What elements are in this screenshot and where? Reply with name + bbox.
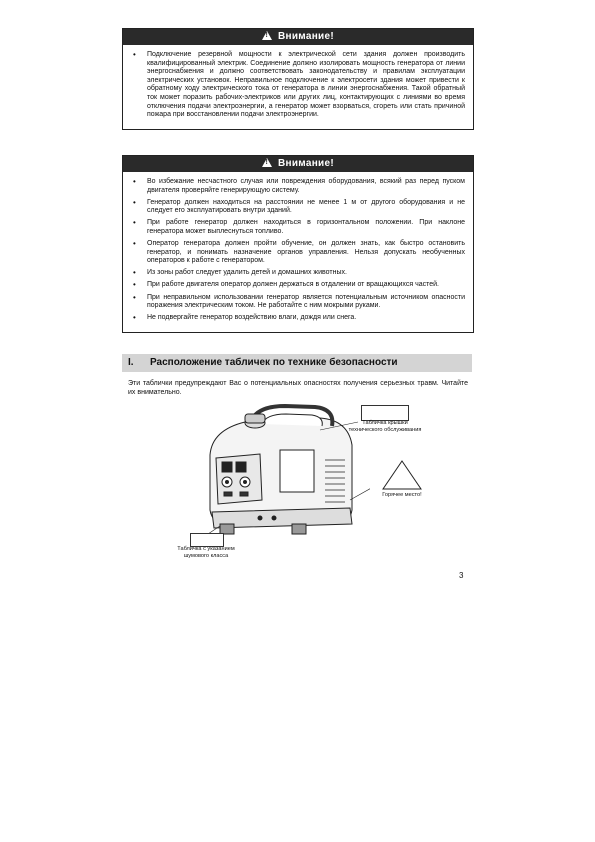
section-number: I. — [128, 357, 134, 368]
warning-header-2 — [123, 156, 473, 172]
hot-surface-caption: Горячее место! — [382, 492, 422, 498]
section-title: Расположение табличек по технике безопасности — [150, 357, 398, 368]
list-item: • При работе двигателя оператор должен держаться в отдалении от вращающихся частей. — [131, 281, 465, 290]
list-item: • Из зоны работ следует удалить детей и домашних животных. — [131, 269, 465, 278]
list-item: • Оператор генератора должен пройти обучение, он должен знать, как быстро остановить генератор, и понимать назначение органов управления. Нельзя допускать необученных операторов к работе с генератором. — [131, 240, 465, 266]
warning-box-1 — [122, 28, 474, 130]
warning-title-2: Внимание! — [277, 158, 334, 169]
list-item: • Генератор должен находиться на расстоянии не менее 1 м от другого оборудования и не следует его эксплуатировать внутри зданий. — [131, 199, 465, 216]
maintenance-label-caption — [343, 420, 427, 433]
page-number: 3 — [459, 571, 464, 580]
list-item: • Не подвергайте генератор воздействию влаги, дождя или снега. — [131, 314, 465, 323]
maintenance-label-box — [361, 405, 409, 421]
list-item: • При неправильном использовании генератор является потенциальным источником опасности поражения электрическим током. Не работайте с ним мокрыми руками. — [131, 294, 465, 311]
list-item: • Подключение резервной мощности к электрической сети здания должен производить квалифицированный электрик. Соединение должно изолировать мощность генератора от линии энергоснабжения и должно соответствовать законодательству и правилам эксплуатации электрических установок. Неправильное подключение к электросети здания может привести к обратному ходу электрического тока от генератора в линии энергоснабжения. Такой обратный ток может поразить рабочих-электриков или других лиц, контактирующих с линиями во время отключения подачи электроэнергии, а генератор может взорваться, сгореть или стать причиной пожара при восстановлении подачи электроэнергии. — [131, 51, 465, 120]
noise-caption-line-2: шумового класса — [183, 552, 229, 559]
warning-header-1 — [123, 29, 473, 45]
warning-title-1: Внимание! — [277, 31, 334, 42]
maintenance-caption-line-2: технического обслуживания — [348, 426, 422, 433]
warning-list-1 — [123, 45, 473, 129]
maintenance-caption-line-1: Табличка крышки — [362, 420, 408, 426]
noise-caption-line-1: Табличка с указанием — [177, 546, 235, 552]
section-heading — [122, 354, 472, 372]
warning-triangle-icon — [262, 31, 272, 40]
noise-label-caption — [170, 546, 242, 559]
intro-paragraph: Эти таблички предупреждают Вас о потенциальных опасностях получения серьезных травм. Читайте их внимательно. — [128, 380, 468, 396]
warning-list-2 — [123, 172, 473, 332]
list-item: • Во избежание несчастного случая или повреждения оборудования, всякий раз перед пуском двигателя проверяйте генерирующую систему. — [131, 178, 465, 195]
hot-surface-triangle-icon — [382, 460, 422, 490]
list-item: • При работе генератор должен находиться в горизонтальном положении. При наклоне генератора может выплеснуться топливо. — [131, 219, 465, 236]
noise-label-box — [190, 533, 224, 547]
warning-triangle-icon — [262, 158, 272, 167]
warning-box-2 — [122, 155, 474, 333]
